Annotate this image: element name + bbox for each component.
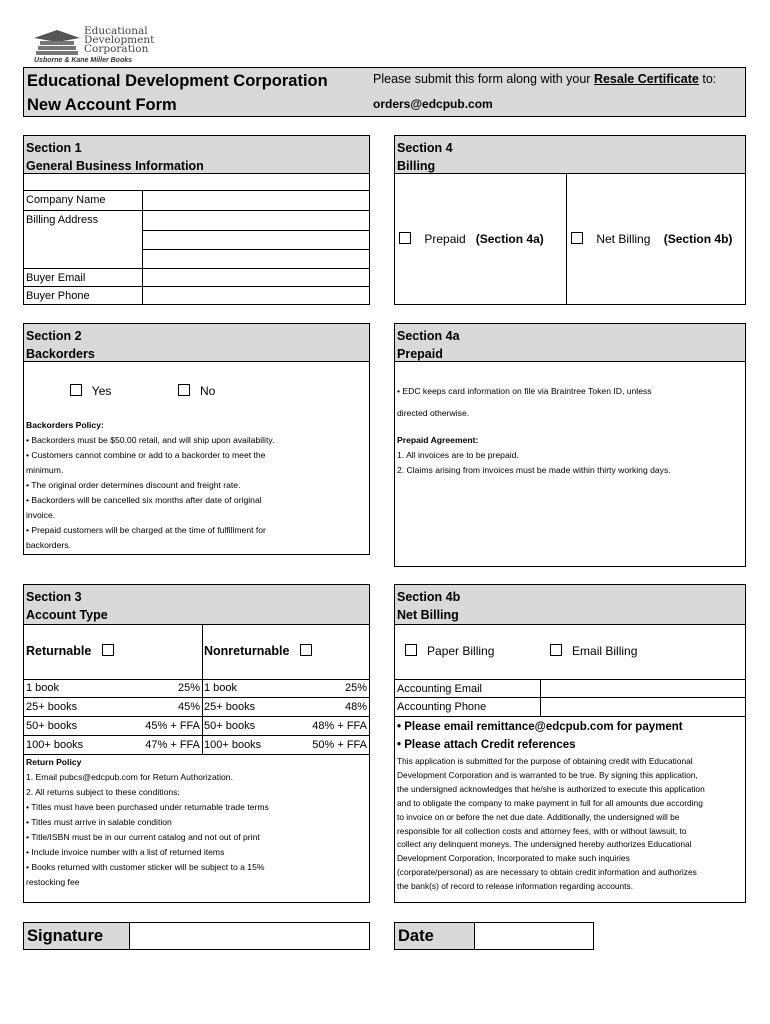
- buyer-phone-row: [24, 287, 369, 305]
- return-policy: [26, 755, 367, 890]
- net-billing-label: Net Billing: [596, 232, 651, 246]
- paper-billing-label: Paper Billing: [427, 644, 495, 658]
- nonreturnable-qty: 1 book: [204, 682, 238, 694]
- nonreturnable-qty: 50+ books: [204, 720, 256, 732]
- submit-to: to:: [702, 72, 717, 86]
- nonreturnable-discount: 50% + FFA: [312, 739, 367, 751]
- backorders-policy-item: • Prepaid customers will be charged at the time of fulfillment for: [26, 525, 266, 535]
- section-2: [23, 323, 370, 555]
- submit-instructions: [373, 72, 716, 86]
- billing-address-field[interactable]: [142, 211, 369, 268]
- backorders-policy-title: Backorders Policy:: [26, 420, 104, 430]
- section-4a-title: Prepaid: [397, 347, 443, 361]
- return-policy-item: • Titles must arrive in salable condition: [26, 817, 172, 827]
- buyer-phone-label: Buyer Phone: [26, 290, 90, 302]
- backorders-policy-item: • The original order determines discount and freight rate.: [26, 480, 241, 490]
- credit-terms-line: responsible for all collection costs and attorney fees, with or without lawsuit, to: [397, 825, 687, 836]
- section-3: [23, 584, 370, 903]
- buyer-email-label: Buyer Email: [26, 272, 86, 284]
- section-4b-label: Section 4b: [397, 590, 461, 604]
- prepaid-note-line: • EDC keeps card information on file via Braintree Token ID, unless: [397, 386, 652, 396]
- net-billing-ref: (Section 4b): [663, 232, 733, 246]
- paper-billing-option[interactable]: [405, 644, 494, 658]
- prepaid-agreement: [397, 433, 743, 478]
- resale-certificate-link[interactable]: Resale Certificate: [593, 72, 699, 86]
- form-subtitle: New Account Form: [27, 96, 177, 114]
- credit-terms-line: Development Corporation and is warranted to be true. By signing this application,: [397, 769, 698, 780]
- discount-table: [24, 679, 369, 755]
- backorders-policy-item: • Backorders must be $50.00 retail, and will ship upon availability.: [26, 435, 275, 445]
- email-billing-option[interactable]: [550, 644, 637, 658]
- table-row: [24, 679, 369, 698]
- return-policy-item: • Include invoice number with a list of returned items: [26, 847, 225, 857]
- billing-address-label: Billing Address: [26, 214, 99, 226]
- logo-mark-icon: [32, 29, 82, 57]
- buyer-email-row: [24, 269, 369, 287]
- backorders-policy-item: backorders.: [26, 540, 71, 550]
- company-name-label: Company Name: [26, 194, 106, 206]
- backorders-yes-option[interactable]: [70, 384, 111, 398]
- logo-line2: Development: [84, 34, 155, 46]
- returnable-qty: 50+ books: [26, 720, 78, 732]
- logo-tagline: Usborne & Kane Miller Books: [34, 57, 133, 64]
- credit-terms-line: to invoice on or before the net due date. Additionally, the undersigned will be: [397, 811, 680, 822]
- backorders-policy-item: • Backorders will be cancelled six months after date of original: [26, 495, 262, 505]
- return-policy-item: • Books returned with customer sticker will be subject to a 15%: [26, 862, 265, 872]
- section-1-title: General Business Information: [26, 159, 204, 173]
- prepaid-agreement-title: Prepaid Agreement:: [397, 435, 479, 445]
- nonreturnable-discount: 48%: [344, 701, 367, 713]
- credit-references-instruction: • Please attach Credit references: [397, 739, 576, 751]
- backorders-no-checkbox[interactable]: [178, 384, 190, 396]
- return-policy-item: • Title/ISBN must be in our current catalog and not out of print: [26, 832, 260, 842]
- email-billing-checkbox[interactable]: [550, 644, 562, 656]
- returnable-qty: 1 book: [26, 682, 60, 694]
- section-3-title: Account Type: [26, 608, 108, 622]
- return-policy-title: Return Policy: [26, 757, 82, 767]
- credit-terms-line: (corporate/personal) as are necessary to obtain credit information and authorizes: [397, 867, 697, 878]
- accounting-phone-label: Accounting Phone: [397, 701, 487, 713]
- credit-terms-line: This application is submitted for the purpose of obtaining credit with Educational: [397, 756, 693, 766]
- credit-terms: [397, 755, 743, 894]
- return-policy-item: • Titles must have been purchased under returnable trade terms: [26, 802, 269, 812]
- prepaid-agreement-item: 2. Claims arising from invoices must be made within thirty working days.: [397, 465, 671, 475]
- paper-billing-checkbox[interactable]: [405, 644, 417, 656]
- net-billing-option[interactable]: [571, 232, 732, 246]
- return-policy-item: 2. All returns subject to these conditions:: [26, 787, 180, 797]
- section-4-label: Section 4: [397, 141, 453, 155]
- accounting-phone-row: [395, 698, 745, 717]
- company-name-field[interactable]: [142, 191, 369, 210]
- returnable-option[interactable]: [26, 644, 114, 658]
- returnable-discount: 45%: [177, 701, 200, 713]
- table-row: [24, 736, 369, 755]
- section-4: [394, 135, 746, 305]
- form-header: [23, 67, 746, 117]
- logo-line1: Educational: [84, 25, 148, 37]
- returnable-discount: 25%: [177, 682, 200, 694]
- accounting-phone-field[interactable]: [540, 698, 745, 716]
- backorders-yes-checkbox[interactable]: [70, 384, 82, 396]
- nonreturnable-discount: 48% + FFA: [312, 720, 367, 732]
- nonreturnable-discount: 25%: [344, 682, 367, 694]
- signature-block: [23, 922, 370, 950]
- date-field[interactable]: [475, 923, 593, 949]
- section-4a: [394, 323, 746, 567]
- backorders-no-label: No: [200, 384, 216, 398]
- returnable-label: Returnable: [26, 644, 92, 658]
- nonreturnable-qty: 100+ books: [204, 739, 262, 751]
- billing-address-row: [24, 211, 369, 269]
- buyer-phone-field[interactable]: [142, 287, 369, 305]
- nonreturnable-checkbox[interactable]: [300, 644, 312, 656]
- date-label: Date: [395, 923, 475, 949]
- accounting-email-label: Accounting Email: [397, 683, 482, 695]
- return-policy-item: 1. Email pubcs@edcpub.com for Return Authorization.: [26, 772, 233, 782]
- returnable-qty: 25+ books: [26, 701, 78, 713]
- prepaid-note-line: directed otherwise.: [397, 408, 470, 418]
- section-1-label: Section 1: [26, 141, 82, 155]
- nonreturnable-label: Nonreturnable: [204, 644, 290, 658]
- backorders-no-option[interactable]: [178, 384, 215, 398]
- returnable-discount: 47% + FFA: [145, 739, 200, 751]
- credit-terms-line: Development Corporation, Incorporated to make such inquiries: [397, 853, 630, 864]
- prepaid-label: Prepaid: [424, 232, 466, 246]
- signature-field[interactable]: [130, 923, 369, 949]
- section-4b-title: Net Billing: [397, 608, 459, 622]
- prepaid-note: [397, 380, 743, 424]
- returnable-qty: 100+ books: [26, 739, 84, 751]
- accounting-email-field[interactable]: [540, 680, 745, 697]
- returnable-checkbox[interactable]: [102, 644, 114, 656]
- section-2-label: Section 2: [26, 329, 82, 343]
- email-billing-label: Email Billing: [572, 644, 638, 658]
- credit-terms-line: collect any delinquent moneys. The undersigned hereby authorizes Educational: [397, 839, 692, 850]
- date-block: [394, 922, 594, 950]
- backorders-policy-item: • Customers cannot combine or add to a backorder to meet the: [26, 450, 266, 460]
- backorders-policy-item: minimum.: [26, 465, 64, 475]
- form-title: Educational Development Corporation: [27, 72, 328, 90]
- submit-text: Please submit this form along with your: [373, 72, 591, 86]
- table-row: [24, 698, 369, 717]
- nonreturnable-qty: 25+ books: [204, 701, 256, 713]
- signature-label: Signature: [24, 923, 130, 949]
- prepaid-checkbox[interactable]: [399, 232, 411, 244]
- section-2-title: Backorders: [26, 347, 95, 361]
- net-billing-checkbox[interactable]: [571, 232, 583, 244]
- return-policy-item: restocking fee: [26, 877, 80, 887]
- backorders-policy: [26, 418, 367, 553]
- section-4b: [394, 584, 746, 903]
- logo-line3: Corporation: [84, 43, 149, 55]
- logo: [32, 27, 172, 67]
- remittance-instruction: • Please email remittance@edcpub.com for payment: [397, 721, 683, 733]
- section-4a-label: Section 4a: [397, 329, 460, 343]
- accounting-email-row: [395, 679, 745, 698]
- backorders-yes-label: Yes: [91, 384, 112, 398]
- table-row: [24, 717, 369, 736]
- section-3-label: Section 3: [26, 590, 82, 604]
- prepaid-ref: (Section 4a): [475, 232, 544, 246]
- credit-terms-line: and to obligate the company to make payment in full for all amounts due according: [397, 797, 703, 808]
- backorders-policy-item: invoice.: [26, 510, 56, 520]
- company-name-row: [24, 191, 369, 211]
- credit-terms-line: the undersigned acknowledges that he/she is authorized to execute this application: [397, 783, 705, 794]
- section-1: [23, 135, 370, 305]
- orders-email: orders@edcpub.com: [373, 97, 493, 111]
- returnable-discount: 45% + FFA: [145, 720, 200, 732]
- section-4-title: Billing: [397, 159, 436, 173]
- prepaid-option[interactable]: [399, 232, 544, 246]
- payment-instructions: [397, 718, 683, 754]
- nonreturnable-option[interactable]: [204, 644, 312, 658]
- buyer-email-field[interactable]: [142, 269, 369, 286]
- credit-terms-line: the bank(s) of record to release information regarding accounts.: [397, 881, 634, 892]
- prepaid-agreement-item: 1. All invoices are to be prepaid.: [397, 450, 519, 460]
